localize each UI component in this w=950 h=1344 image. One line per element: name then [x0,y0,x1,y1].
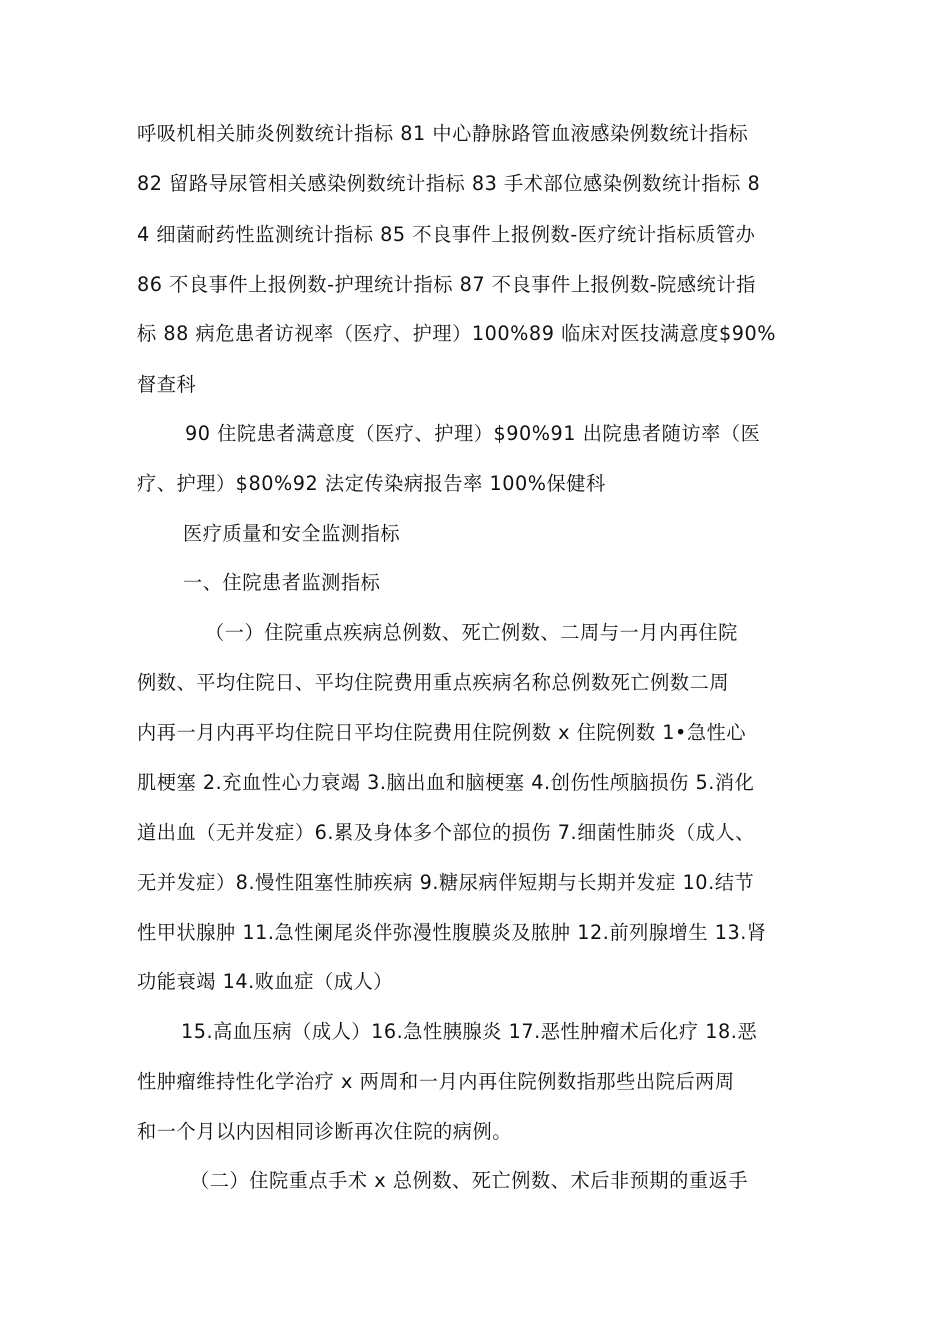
text-line-17: 性甲状腺肿 11.急性阑尾炎伴弥漫性腹膜炎及脓肿 12.前列腺增生 13.肾 [137,921,767,944]
text-line-2: 82 留路导尿管相关感染例数统计指标 83 手术部位感染例数统计指标 8 [137,172,761,195]
text-line-13: 内再一月内再平均住院日平均住院费用住院例数 x 住院例数 1•急性心 [137,721,747,744]
text-line-8: 疗、护理）$80%92 法定传染病报告率 100%保健科 [137,472,606,495]
text-line-7: 90 住院患者满意度（医疗、护理）$90%91 出院患者随访率（医 [185,422,761,445]
text-line-16: 无并发症）8.慢性阻塞性肺疾病 9.糖尿病伴短期与长期并发症 10.结节 [137,871,755,894]
text-line-1: 呼吸机相关肺炎例数统计指标 81 中心静脉路管血液感染例数统计指标 [137,122,749,145]
text-line-4: 86 不良事件上报例数-护理统计指标 87 不良事件上报例数-院感统计指 [137,273,756,296]
text-line-5: 标 88 病危患者访视率（医疗、护理）100%89 临床对医技满意度$90% [137,322,777,345]
section-heading: 医疗质量和安全监测指标 [183,522,401,545]
text-line-20: 性肿瘤维持性化学治疗 x 两周和一月内再住院例数指那些出院后两周 [137,1070,735,1093]
subsection-heading: 一、住院患者监测指标 [183,571,381,594]
text-line-3: 4 细菌耐药性监测统计指标 85 不良事件上报例数-医疗统计指标质管办 [137,223,756,246]
text-line-15: 道出血（无并发症）6.累及身体多个部位的损伤 7.细菌性肺炎（成人、 [137,821,755,844]
text-line-6: 督查科 [137,373,197,396]
text-line-18: 功能衰竭 14.败血症（成人） [137,970,393,993]
text-line-21: 和一个月以内因相同诊断再次住院的病例。 [137,1120,513,1143]
text-line-14: 肌梗塞 2.充血性心力衰竭 3.脑出血和脑梗塞 4.创伤性颅脑损伤 5.消化 [137,771,755,794]
text-line-11: （一）住院重点疾病总例数、死亡例数、二周与一月内再住院 [205,621,738,644]
text-line-19: 15.高血压病（成人）16.急性胰腺炎 17.恶性肿瘤术后化疗 18.恶 [181,1020,758,1043]
text-line-12: 例数、平均住院日、平均住院费用重点疾病名称总例数死亡例数二周 [137,671,730,694]
text-line-22: （二）住院重点手术 x 总例数、死亡例数、术后非预期的重返手 [190,1169,749,1192]
